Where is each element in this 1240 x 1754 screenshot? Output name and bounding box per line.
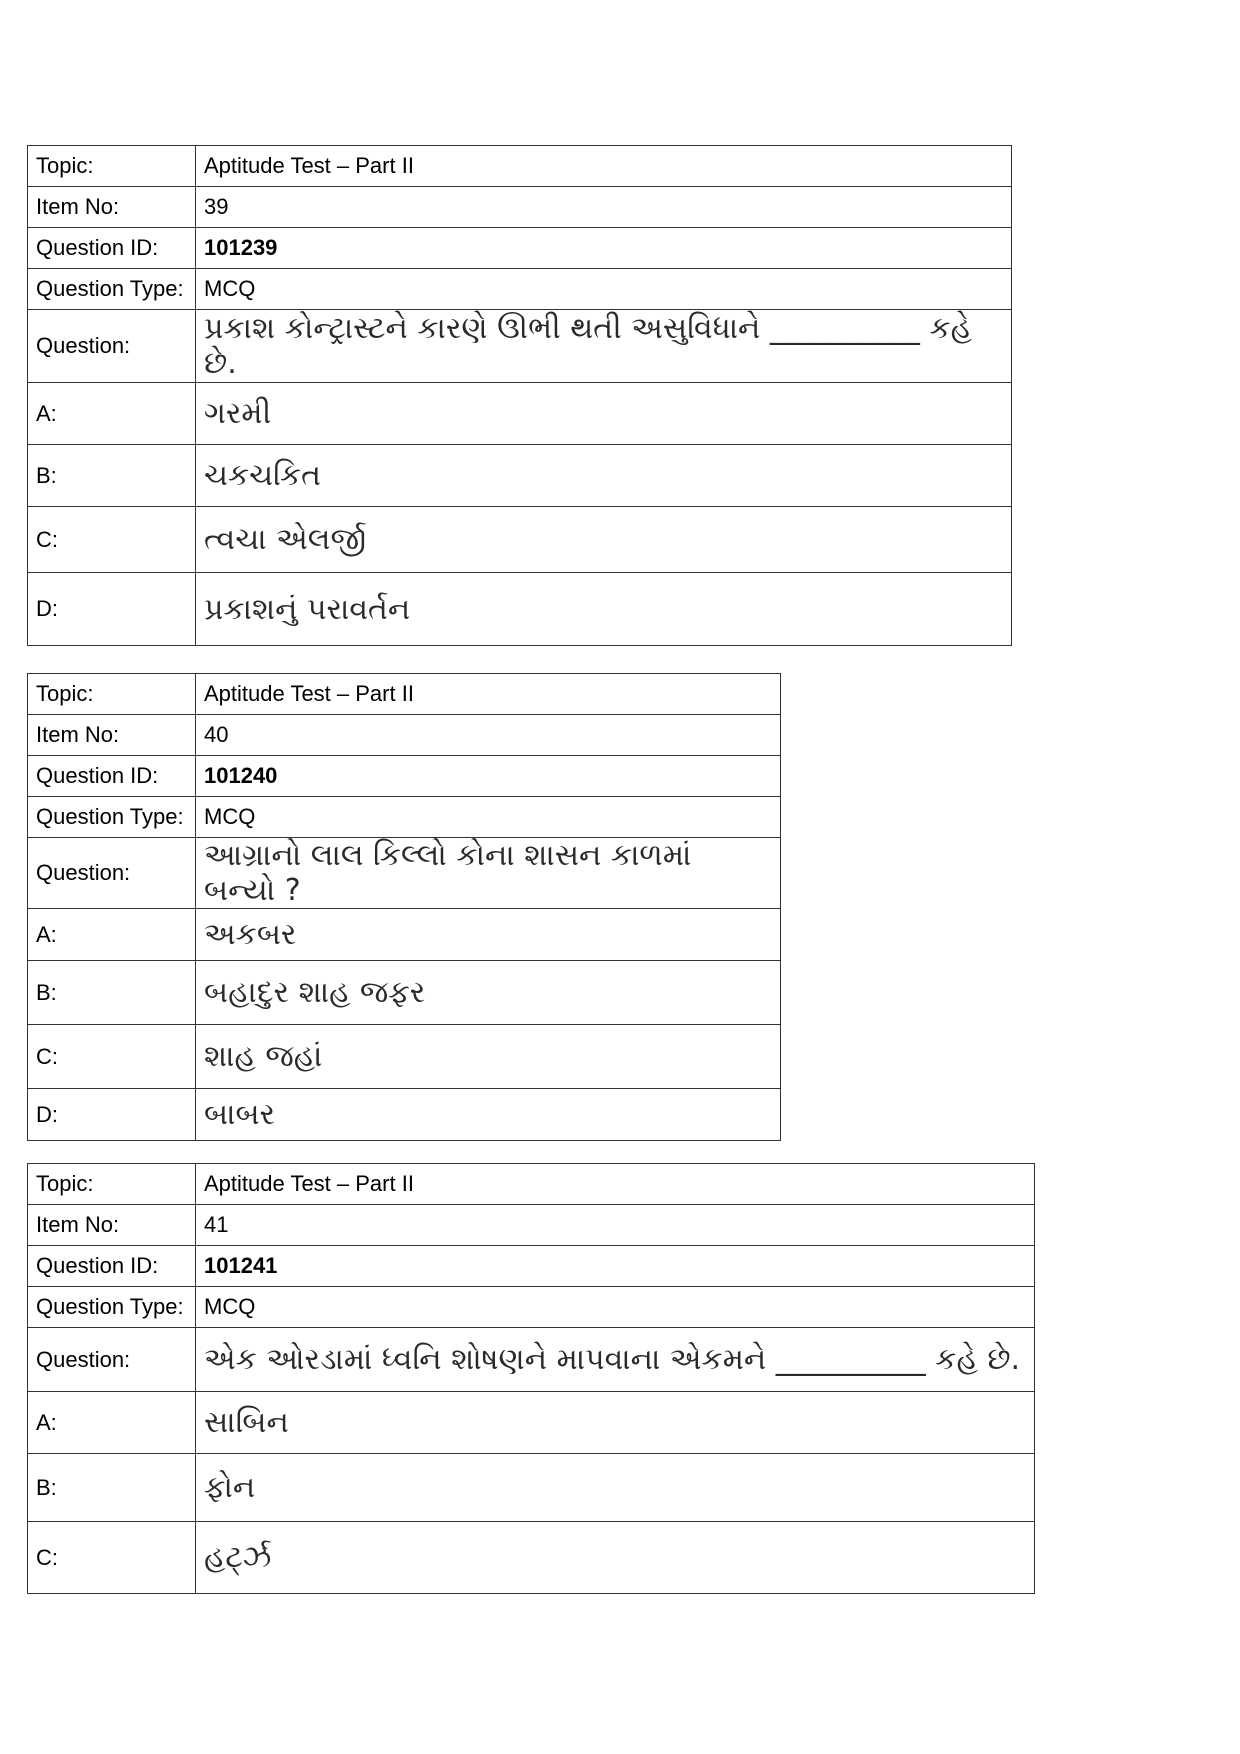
item-no-label: Item No: — [28, 715, 196, 756]
topic-row — [28, 146, 1012, 187]
topic-row — [28, 674, 781, 715]
option-row-b — [28, 961, 781, 1025]
question-id-row — [28, 1246, 1035, 1287]
topic-value: Aptitude Test – Part II — [196, 674, 781, 715]
option-c-label: C: — [28, 507, 196, 573]
option-a-text: ગરમી — [196, 383, 1012, 445]
question-type-value: MCQ — [196, 797, 781, 838]
question-id-row — [28, 228, 1012, 269]
question-id-value: 101239 — [196, 228, 1012, 269]
option-b-text: બહાદુર શાહ જફર — [196, 961, 781, 1025]
question-text: આગ્રાનો લાલ કિલ્લો કોના શાસન કાળમાં બન્યો ? — [196, 838, 781, 909]
topic-label: Topic: — [28, 1164, 196, 1205]
option-d-label: D: — [28, 573, 196, 646]
option-c-text: હર્ટ્ઝ — [196, 1522, 1035, 1594]
option-row-c — [28, 1522, 1035, 1594]
topic-row — [28, 1164, 1035, 1205]
question-table-40 — [27, 673, 781, 1141]
option-c-text: શાહ જહાં — [196, 1025, 781, 1089]
question-type-label: Question Type: — [28, 269, 196, 310]
option-row-d — [28, 573, 1012, 646]
option-a-label: A: — [28, 383, 196, 445]
option-a-label: A: — [28, 1392, 196, 1454]
option-row-b — [28, 1454, 1035, 1522]
question-id-label: Question ID: — [28, 228, 196, 269]
item-no-label: Item No: — [28, 187, 196, 228]
question-type-value: MCQ — [196, 269, 1012, 310]
topic-value: Aptitude Test – Part II — [196, 146, 1012, 187]
option-c-label: C: — [28, 1025, 196, 1089]
option-d-text: બાબર — [196, 1089, 781, 1141]
item-no-row — [28, 187, 1012, 228]
option-b-label: B: — [28, 445, 196, 507]
option-a-text: સાબિન — [196, 1392, 1035, 1454]
option-b-label: B: — [28, 961, 196, 1025]
item-no-value: 40 — [196, 715, 781, 756]
option-d-label: D: — [28, 1089, 196, 1141]
option-row-c — [28, 1025, 781, 1089]
option-row-a — [28, 383, 1012, 445]
topic-label: Topic: — [28, 146, 196, 187]
question-text: એક ઓરડામાં ધ્વનિ શોષણને માપવાના એકમને __________ કહે છે. — [196, 1328, 1035, 1392]
question-row — [28, 310, 1012, 383]
option-b-text: ચકચકિત — [196, 445, 1012, 507]
question-type-row — [28, 269, 1012, 310]
item-no-value: 41 — [196, 1205, 1035, 1246]
question-row — [28, 838, 781, 909]
option-row-c — [28, 507, 1012, 573]
option-a-label: A: — [28, 909, 196, 961]
question-table-41 — [27, 1163, 1035, 1594]
item-no-value: 39 — [196, 187, 1012, 228]
option-row-a — [28, 909, 781, 961]
question-table-39 — [27, 145, 1012, 646]
question-type-row — [28, 797, 781, 838]
question-id-label: Question ID: — [28, 756, 196, 797]
question-text: પ્રકાશ કોન્ટ્રાસ્ટને કારણે ઊભી થતી અસુવિધાને __________ કહે છે. — [196, 310, 1012, 383]
option-b-text: ફોન — [196, 1454, 1035, 1522]
item-no-row — [28, 1205, 1035, 1246]
option-row-a — [28, 1392, 1035, 1454]
question-id-label: Question ID: — [28, 1246, 196, 1287]
topic-value: Aptitude Test – Part II — [196, 1164, 1035, 1205]
option-a-text: અકબર — [196, 909, 781, 961]
option-c-label: C: — [28, 1522, 196, 1594]
question-id-value: 101241 — [196, 1246, 1035, 1287]
option-row-b — [28, 445, 1012, 507]
question-label: Question: — [28, 838, 196, 909]
question-label: Question: — [28, 1328, 196, 1392]
option-row-d — [28, 1089, 781, 1141]
option-c-text: ત્વચા એલર્જી — [196, 507, 1012, 573]
question-id-row — [28, 756, 781, 797]
question-type-row — [28, 1287, 1035, 1328]
question-row — [28, 1328, 1035, 1392]
item-no-row — [28, 715, 781, 756]
option-d-text: પ્રકાશનું પરાવર્તન — [196, 573, 1012, 646]
question-type-value: MCQ — [196, 1287, 1035, 1328]
topic-label: Topic: — [28, 674, 196, 715]
question-type-label: Question Type: — [28, 797, 196, 838]
question-label: Question: — [28, 310, 196, 383]
option-b-label: B: — [28, 1454, 196, 1522]
item-no-label: Item No: — [28, 1205, 196, 1246]
question-type-label: Question Type: — [28, 1287, 196, 1328]
question-id-value: 101240 — [196, 756, 781, 797]
